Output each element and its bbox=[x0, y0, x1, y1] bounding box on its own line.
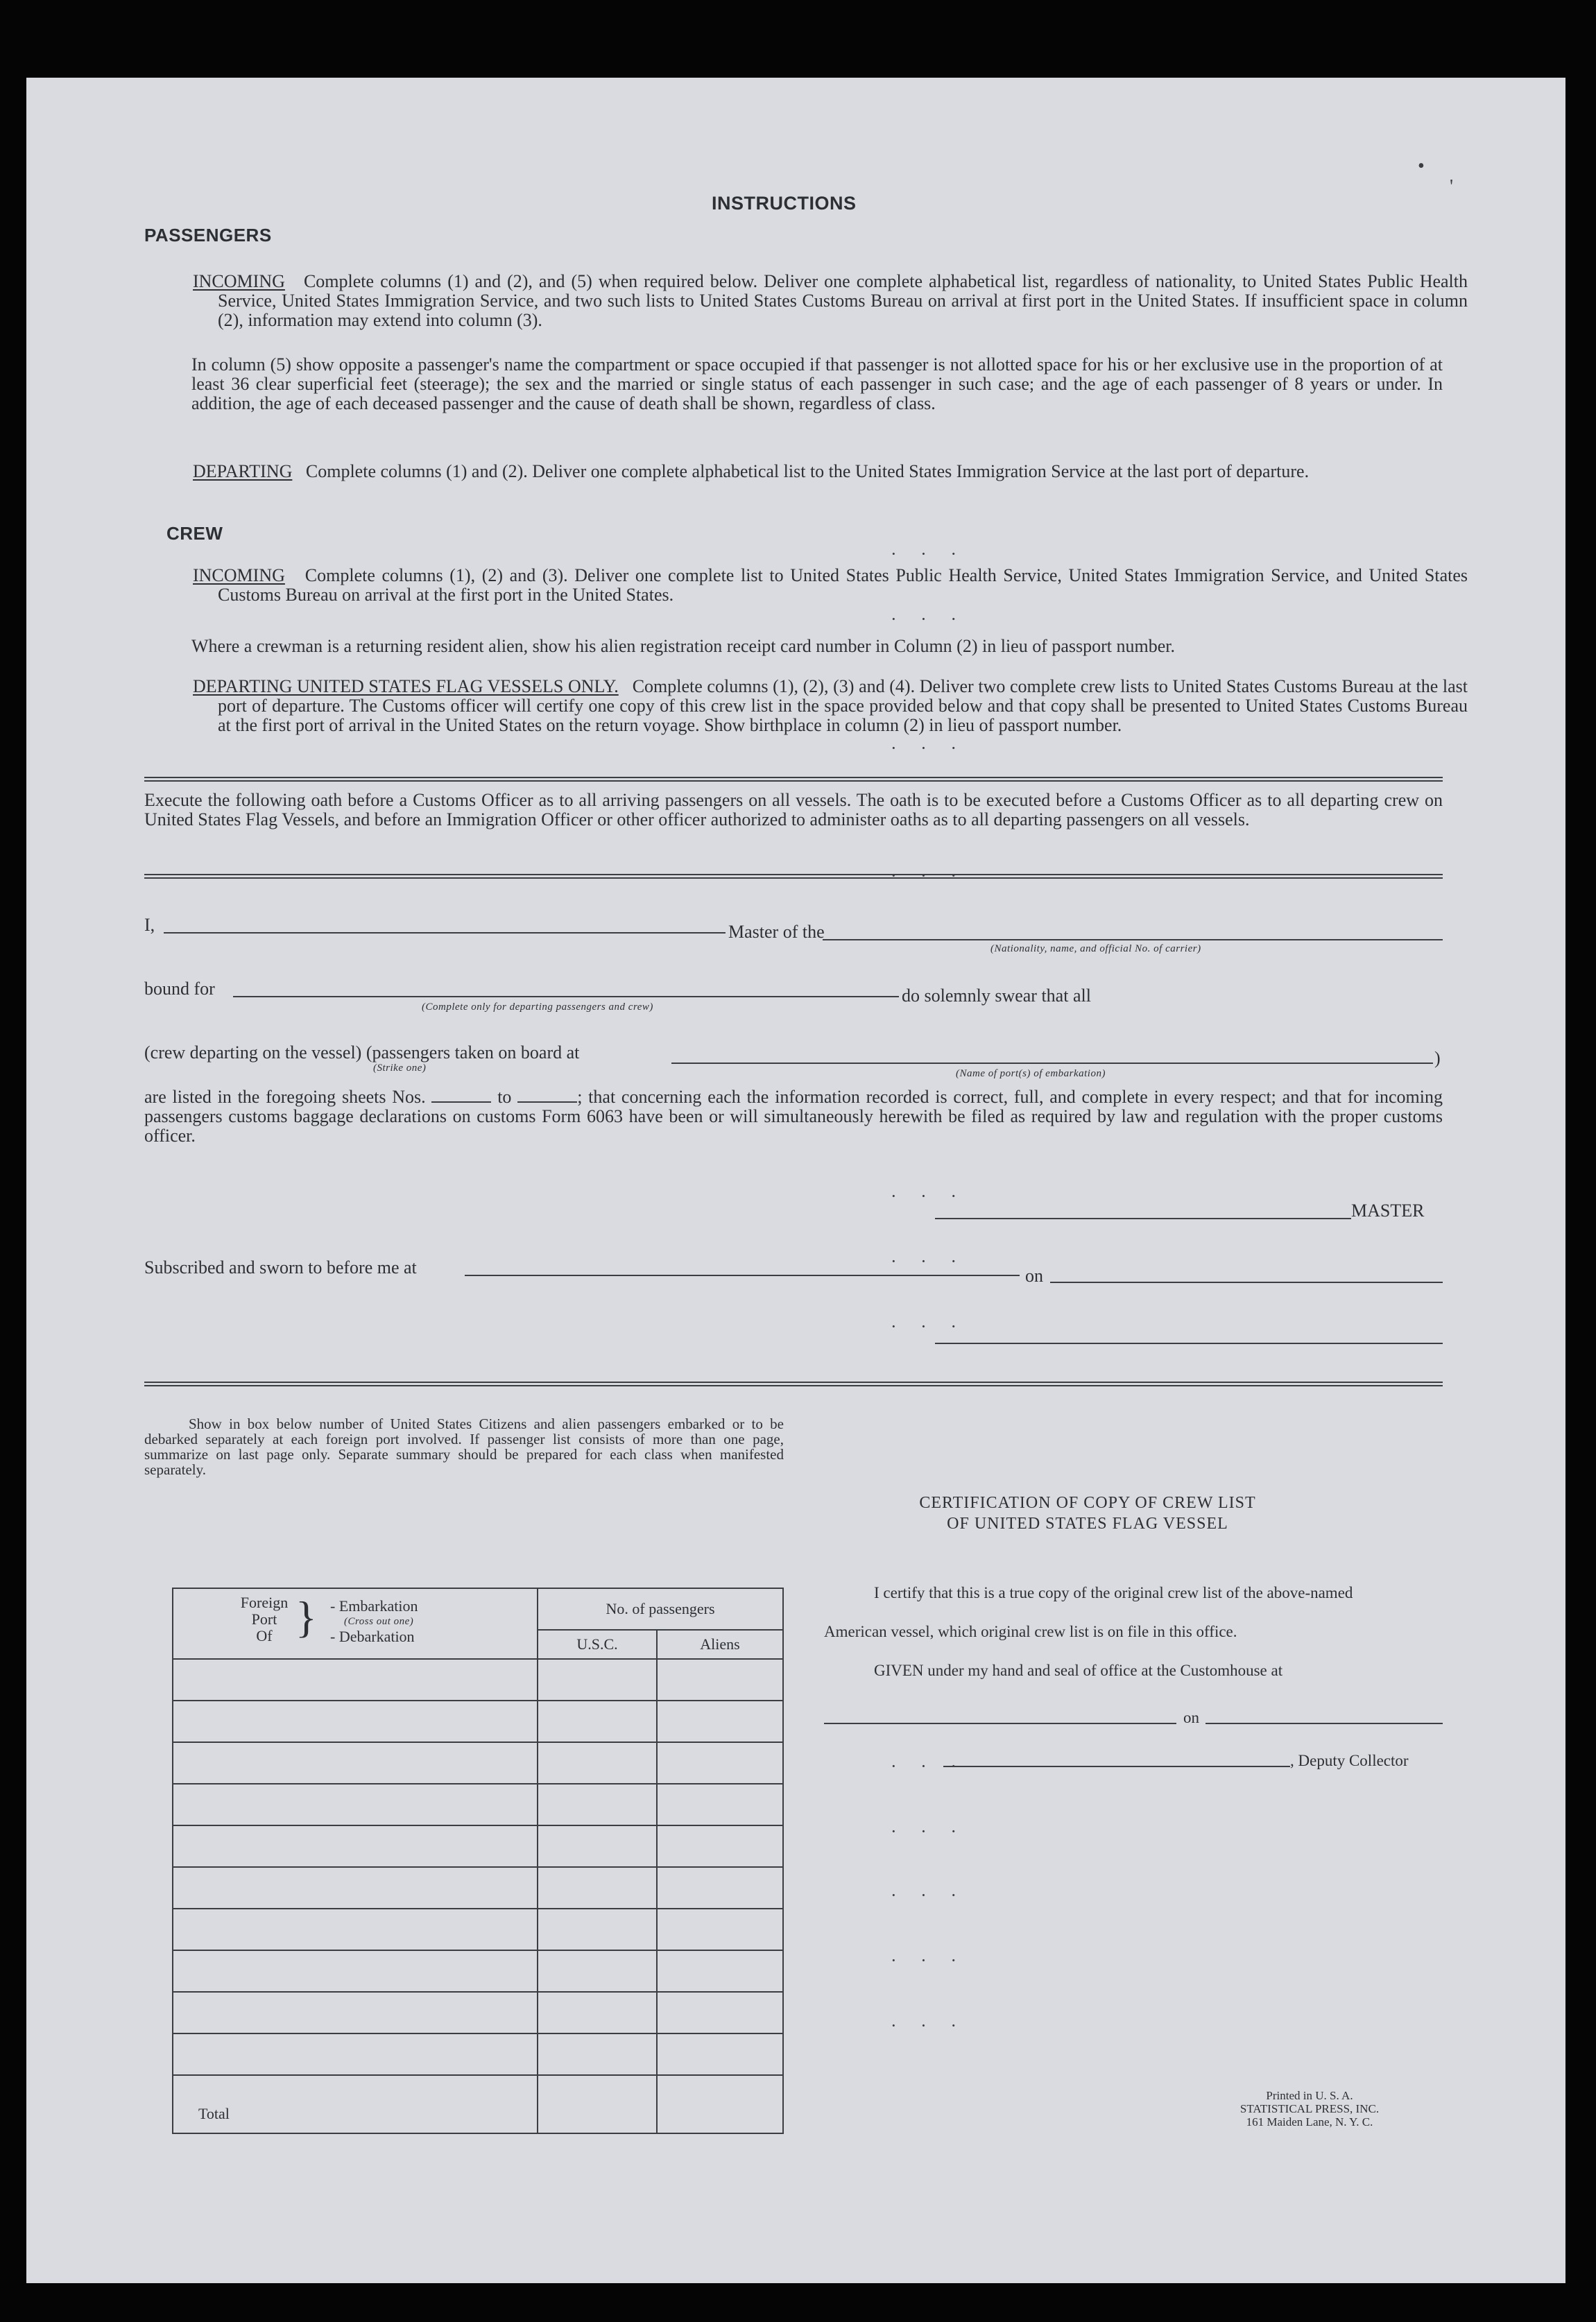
aliens-cell[interactable] bbox=[657, 1659, 783, 1701]
port-cell[interactable] bbox=[173, 1742, 538, 1784]
certification-title-line2: OF UNITED STATES FLAG VESSEL bbox=[947, 1515, 1228, 1533]
port-cell[interactable] bbox=[173, 1825, 538, 1867]
scan-dots: · · · bbox=[891, 738, 966, 758]
brace-mark: } bbox=[295, 1592, 317, 1642]
listed-a: are listed in the foregoing sheets Nos. bbox=[144, 1087, 426, 1107]
scan-dots: · · · bbox=[891, 544, 966, 564]
aliens-cell[interactable] bbox=[657, 1867, 783, 1909]
of-label: Of bbox=[256, 1627, 273, 1644]
port-cell[interactable] bbox=[173, 1950, 538, 1992]
scan-dots: · · · bbox=[891, 1756, 966, 1776]
printer-imprint bbox=[1226, 2089, 1393, 2128]
sheet-to-field[interactable] bbox=[517, 1101, 577, 1103]
sheet-from-field[interactable] bbox=[431, 1101, 491, 1103]
cert-date-field[interactable] bbox=[1205, 1723, 1443, 1724]
sworn-on-label: on bbox=[1025, 1266, 1043, 1286]
usc-cell[interactable] bbox=[538, 1784, 657, 1825]
port-header-cell bbox=[173, 1588, 538, 1659]
usc-total-cell[interactable] bbox=[538, 2075, 657, 2133]
listed-to: to bbox=[497, 1087, 512, 1107]
port-cell[interactable] bbox=[173, 1909, 538, 1950]
aliens-cell[interactable] bbox=[657, 1992, 783, 2033]
passengers-departing-paragraph bbox=[193, 462, 1468, 481]
crew-departing-oath-label: (crew departing on the vessel) (passengers taken on board at bbox=[144, 1042, 580, 1063]
printer-line2: STATISTICAL PRESS, INC. bbox=[1239, 2102, 1380, 2115]
sworn-place-field[interactable] bbox=[465, 1275, 1020, 1276]
scan-speck: ' bbox=[1450, 176, 1454, 198]
scan-dots: · · · bbox=[891, 1186, 966, 1206]
port-cell[interactable] bbox=[173, 1701, 538, 1742]
customhouse-field[interactable] bbox=[824, 1723, 1176, 1724]
crew-incoming-paragraph bbox=[193, 566, 1468, 605]
passengers-departing-text: Complete columns (1) and (2). Deliver one complete alphabetical list to the United States Immigration Service at the last port of departure. bbox=[305, 461, 1310, 481]
carrier-caption: (Nationality, name, and official No. of carrier) bbox=[990, 943, 1201, 954]
master-name-field[interactable] bbox=[164, 932, 726, 934]
master-of-label: Master of the bbox=[728, 922, 825, 942]
embarkation-label: - Embarkation bbox=[330, 1597, 418, 1615]
column5-paragraph: In column (5) show opposite a passenger's name the compartment or space occupied if that passenger is not allotted space for his or her exclusive use in the proportion of at least 36 clear superficial feet (steerage); the sex and the married or single status of each passenger in such case; and the age of each passenger of 8 years or under. In addition, the age of each deceased passenger and the cause of death shall be shown, regardless of class. bbox=[191, 354, 1443, 413]
crew-departing-text: Complete columns (1), (2), (3) and (4). Deliver two complete crew lists to United States Customs Bureau at the last port of departure. The Customs officer will certify one copy of this crew list in the space provided below and that copy shall be presented to United States Customs Bureau at the first port of arrival in the United States on the return voyage. Show birthplace in column (2) in lieu of passport number. bbox=[218, 676, 1468, 735]
aliens-cell[interactable] bbox=[657, 1784, 783, 1825]
cert-on-label: on bbox=[1183, 1709, 1199, 1726]
port-cell[interactable] bbox=[173, 1784, 538, 1825]
double-rule-3 bbox=[144, 1382, 1443, 1386]
listed-paragraph bbox=[144, 1087, 1443, 1146]
double-rule-2 bbox=[144, 874, 1443, 879]
scan-dots: · · · bbox=[891, 2015, 966, 2036]
usc-cell[interactable] bbox=[538, 1742, 657, 1784]
debarkation-label: - Debarkation bbox=[330, 1628, 415, 1645]
crew-incoming-text: Complete columns (1), (2) and (3). Deliver one complete list to United States Public Health Service, United States Immigration Service, and United States Customs Bureau on arrival at the first port in the United States. bbox=[218, 565, 1468, 605]
passengers-incoming-label: INCOMING bbox=[193, 271, 285, 291]
officer-signature-field[interactable] bbox=[935, 1343, 1443, 1344]
usc-cell[interactable] bbox=[538, 1867, 657, 1909]
port-label: Port bbox=[251, 1610, 277, 1628]
embarkation-caption: (Name of port(s) of embarkation) bbox=[956, 1068, 1106, 1079]
crew-departing-label: DEPARTING UNITED STATES FLAG VESSELS ONLY. bbox=[193, 676, 619, 696]
bound-caption: (Complete only for departing passengers and crew) bbox=[422, 1001, 653, 1013]
foreign-label: Foreign bbox=[240, 1594, 289, 1611]
swear-label: do solemnly swear that all bbox=[902, 986, 1091, 1006]
printer-line1: Printed in U. S. A. bbox=[1266, 2089, 1353, 2102]
passengers-heading: PASSENGERS bbox=[144, 225, 272, 246]
aliens-cell[interactable] bbox=[657, 1909, 783, 1950]
carrier-field[interactable] bbox=[823, 939, 1443, 940]
usc-cell[interactable] bbox=[538, 1950, 657, 1992]
scan-dots: · · · bbox=[891, 1821, 966, 1841]
crew-departing-paragraph bbox=[193, 677, 1468, 735]
i-label: I, bbox=[144, 915, 155, 935]
usc-cell[interactable] bbox=[538, 1909, 657, 1950]
usc-cell[interactable] bbox=[538, 2033, 657, 2075]
certification-title-line1: CERTIFICATION OF COPY OF CREW LIST bbox=[919, 1494, 1256, 1512]
sworn-date-field[interactable] bbox=[1050, 1282, 1443, 1283]
embarkation-port-field[interactable] bbox=[671, 1063, 1433, 1064]
master-signature-field[interactable] bbox=[935, 1218, 1351, 1219]
subscribed-label: Subscribed and sworn to before me at bbox=[144, 1257, 417, 1278]
form-page bbox=[26, 78, 1565, 2283]
resident-alien-paragraph: Where a crewman is a returning resident alien, show his alien registration receipt card number in Column (2) in lieu of passport number. bbox=[191, 636, 1176, 656]
crew-heading: CREW bbox=[166, 523, 223, 544]
scan-dots: · · · bbox=[891, 609, 966, 629]
usc-cell[interactable] bbox=[538, 1701, 657, 1742]
passengers-departing-label: DEPARTING bbox=[193, 461, 293, 481]
crew-incoming-label: INCOMING bbox=[193, 565, 285, 585]
cross-out-label: (Cross out one) bbox=[344, 1616, 414, 1627]
port-cell[interactable] bbox=[173, 1659, 538, 1701]
aliens-cell[interactable] bbox=[657, 1742, 783, 1784]
aliens-cell[interactable] bbox=[657, 1825, 783, 1867]
closing-paren: ) bbox=[1434, 1048, 1441, 1068]
certification-title bbox=[824, 1493, 1351, 1534]
given-line: GIVEN under my hand and seal of office at the Customhouse at bbox=[874, 1662, 1283, 1679]
usc-cell[interactable] bbox=[538, 1659, 657, 1701]
port-cell[interactable] bbox=[173, 2033, 538, 2075]
scan-dots: · · · bbox=[891, 1316, 966, 1336]
aliens-cell[interactable] bbox=[657, 1701, 783, 1742]
no-of-passengers-header: No. of passengers bbox=[538, 1588, 783, 1630]
scan-dots: · · · bbox=[891, 1950, 966, 1970]
usc-header: U.S.C. bbox=[538, 1630, 657, 1659]
deputy-signature-field[interactable] bbox=[943, 1766, 1290, 1767]
instructions-title: INSTRUCTIONS bbox=[712, 193, 857, 214]
bound-for-label: bound for bbox=[144, 979, 215, 999]
double-rule-1 bbox=[144, 777, 1443, 782]
passenger-summary-table bbox=[172, 1588, 784, 2134]
passengers-incoming-text: Complete columns (1) and (2), and (5) when required below. Deliver one complete alphabetical list, regardless of nationality, to United States Public Health Service, United States Immigration Service, and two such lists to United States Customs Bureau on arrival at first port in the United States. If insufficient space in column (2), information may extend into column (3). bbox=[218, 271, 1468, 330]
deputy-collector-label: , Deputy Collector bbox=[1290, 1752, 1409, 1769]
aliens-cell[interactable] bbox=[657, 2033, 783, 2075]
printer-line3: 161 Maiden Lane, N. Y. C. bbox=[1246, 2115, 1373, 2128]
oath-intro: Execute the following oath before a Customs Officer as to all arriving passengers on all vessels. The oath is to be executed before a Customs Officer as to all departing crew on United States Flag Vessels, and before an Immigration Officer or other officer authorized to administer oaths as to all departing passengers on all vessels. bbox=[144, 790, 1443, 829]
scan-dots: · · · bbox=[891, 1885, 966, 1905]
scan-dots: · · · bbox=[891, 1251, 966, 1271]
aliens-cell[interactable] bbox=[657, 1950, 783, 1992]
total-label-cell: Total bbox=[173, 2075, 538, 2133]
usc-cell[interactable] bbox=[538, 1992, 657, 2033]
aliens-total-cell[interactable] bbox=[657, 2075, 783, 2133]
bound-for-field[interactable] bbox=[233, 996, 899, 997]
master-label: MASTER bbox=[1351, 1201, 1425, 1221]
usc-cell[interactable] bbox=[538, 1825, 657, 1867]
summary-note: Show in box below number of United States Citizens and alien passengers embarked or to be debarked separately at each foreign port involved. If passenger list consists of more than one page, summarize on last page only. Separate summary should be prepared for each class when manifested separately. bbox=[144, 1416, 784, 1478]
strike-caption: (Strike one) bbox=[373, 1063, 427, 1074]
port-cell[interactable] bbox=[173, 1992, 538, 2033]
certify-line1: I certify that this is a true copy of the original crew list of the above-named bbox=[874, 1584, 1353, 1601]
port-cell[interactable] bbox=[173, 1867, 538, 1909]
passengers-incoming-paragraph bbox=[193, 272, 1468, 330]
scan-dots: · · · bbox=[891, 866, 966, 886]
certify-line2: American vessel, which original crew list is on file in this office. bbox=[824, 1623, 1237, 1640]
listed-b: ; that concerning each the information recorded is correct, full, and complete in every respect; and that for incoming passengers customs baggage declarations on customs Form 6063 have been or will simultaneously herewith be filed as required by law and regulation with the proper customs officer. bbox=[144, 1087, 1443, 1146]
aliens-header: Aliens bbox=[657, 1630, 783, 1659]
scan-speck: • bbox=[1418, 155, 1425, 177]
